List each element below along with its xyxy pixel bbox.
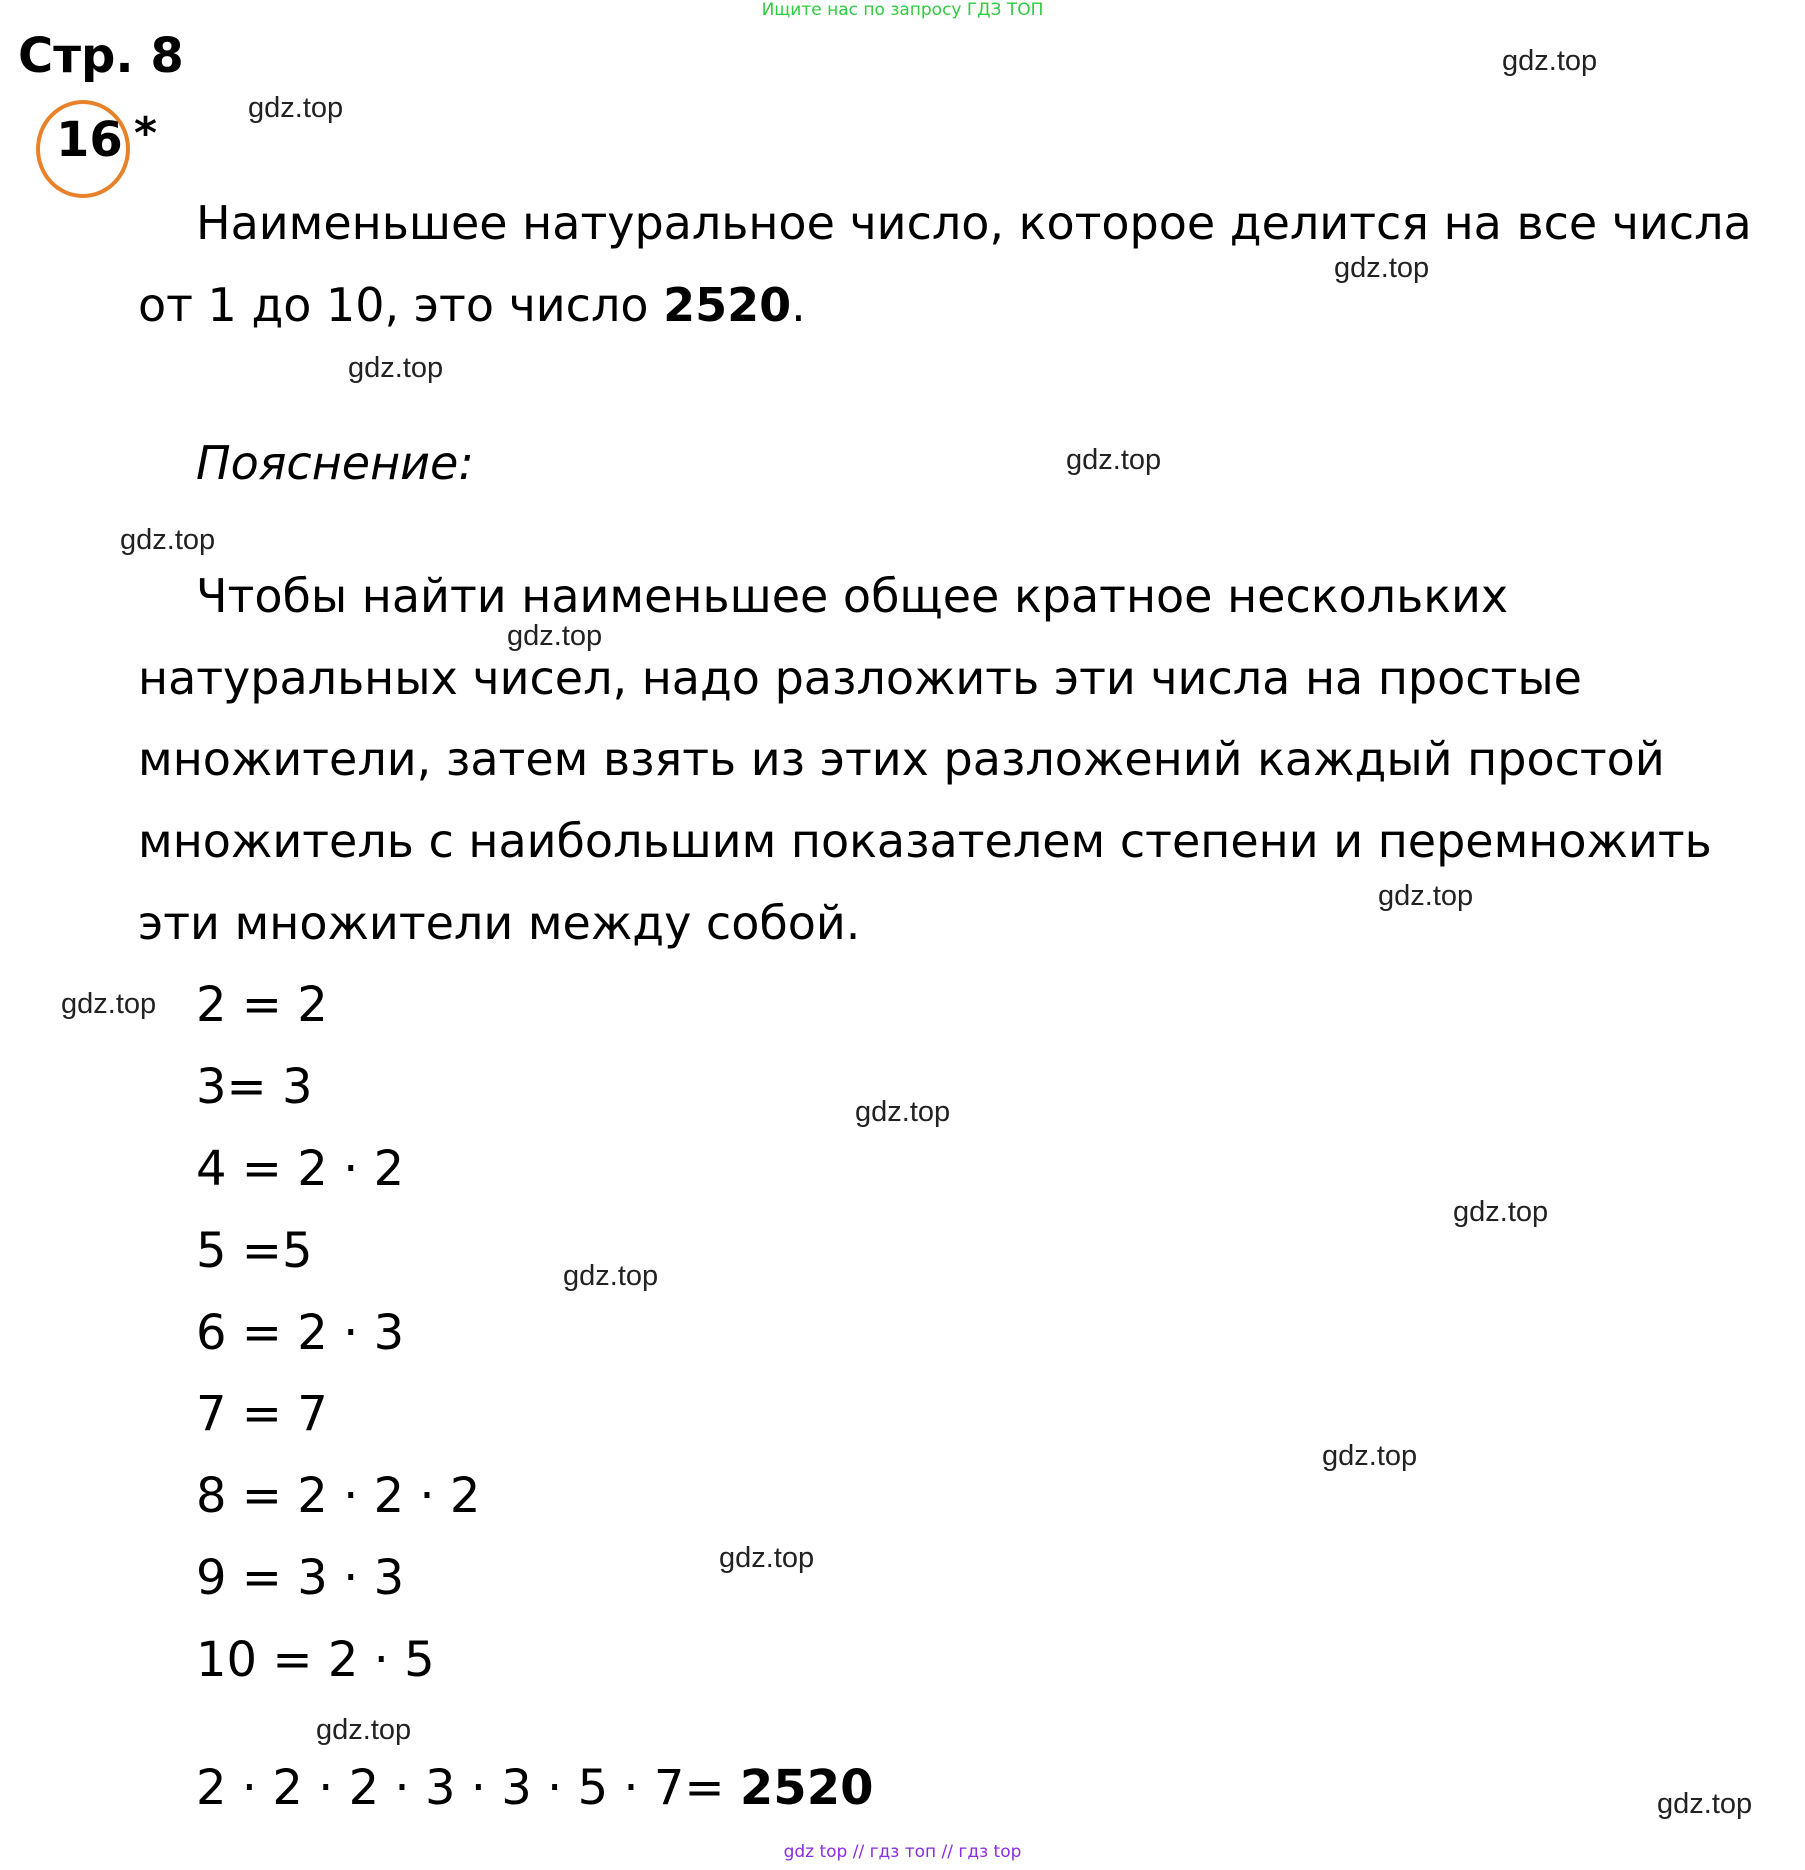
factorization-6: 6 = 2 · 3 xyxy=(196,1305,405,1361)
factorization-5: 5 =5 xyxy=(196,1223,313,1279)
result-expression: 2 · 2 · 2 · 3 · 3 · 5 · 7= xyxy=(196,1760,740,1816)
watermark: gdz.top xyxy=(1322,1440,1418,1472)
result-line xyxy=(196,1760,873,1816)
page-title: Стр. 8 xyxy=(18,28,184,84)
explanation-line: эти множители между собой. xyxy=(138,896,861,950)
watermark: gdz.top xyxy=(719,1542,815,1574)
factorization-2: 2 = 2 xyxy=(196,977,328,1033)
answer-line-2 xyxy=(138,278,806,332)
watermark: gdz.top xyxy=(855,1096,951,1128)
factorization-9: 9 = 3 · 3 xyxy=(196,1550,405,1606)
watermark: gdz.top xyxy=(248,92,344,124)
watermark: gdz.top xyxy=(120,524,216,556)
watermark: gdz.top xyxy=(563,1260,659,1292)
watermark: gdz.top xyxy=(316,1714,412,1746)
explanation-line: множители, затем взять из этих разложений каждый простой xyxy=(138,732,1665,786)
watermark: gdz.top xyxy=(1378,880,1474,912)
result-value: 2520 xyxy=(739,1760,874,1816)
factorization-3: 3= 3 xyxy=(196,1059,313,1115)
watermark: gdz.top xyxy=(61,988,157,1020)
watermark: gdz.top xyxy=(1334,252,1430,284)
explanation-line: натуральных чисел, надо разложить эти числа на простые xyxy=(138,651,1582,705)
top-banner: Ищите нас по запросу ГДЗ ТОП xyxy=(761,0,1044,20)
answer-line-1: Наименьшее натуральное число, которое делится на все числа xyxy=(196,196,1752,250)
explanation-line: множитель с наибольшим показателем степени и перемножить xyxy=(138,814,1712,868)
explanation-heading: Пояснение: xyxy=(196,436,474,490)
watermark: gdz.top xyxy=(348,352,444,384)
watermark: gdz.top xyxy=(507,620,603,652)
watermark: gdz.top xyxy=(1502,45,1598,77)
factorization-7: 7 = 7 xyxy=(196,1386,328,1442)
factorization-4: 4 = 2 · 2 xyxy=(196,1141,405,1197)
factorization-8: 8 = 2 · 2 · 2 xyxy=(196,1468,481,1524)
footer-watermark: gdz top // гдз топ // гдз top xyxy=(783,1842,1022,1862)
watermark: gdz.top xyxy=(1453,1196,1549,1228)
watermark: gdz.top xyxy=(1066,444,1162,476)
factorization-10: 10 = 2 · 5 xyxy=(196,1632,435,1688)
task-number: 16 xyxy=(56,112,123,168)
answer-prefix: от 1 до 10, это число xyxy=(138,278,664,332)
answer-value: 2520 xyxy=(663,278,792,332)
task-asterisk: * xyxy=(134,108,158,159)
watermark: gdz.top xyxy=(1657,1788,1753,1820)
explanation-line: Чтобы найти наименьшее общее кратное нескольких xyxy=(196,569,1509,623)
answer-suffix: . xyxy=(791,278,806,332)
